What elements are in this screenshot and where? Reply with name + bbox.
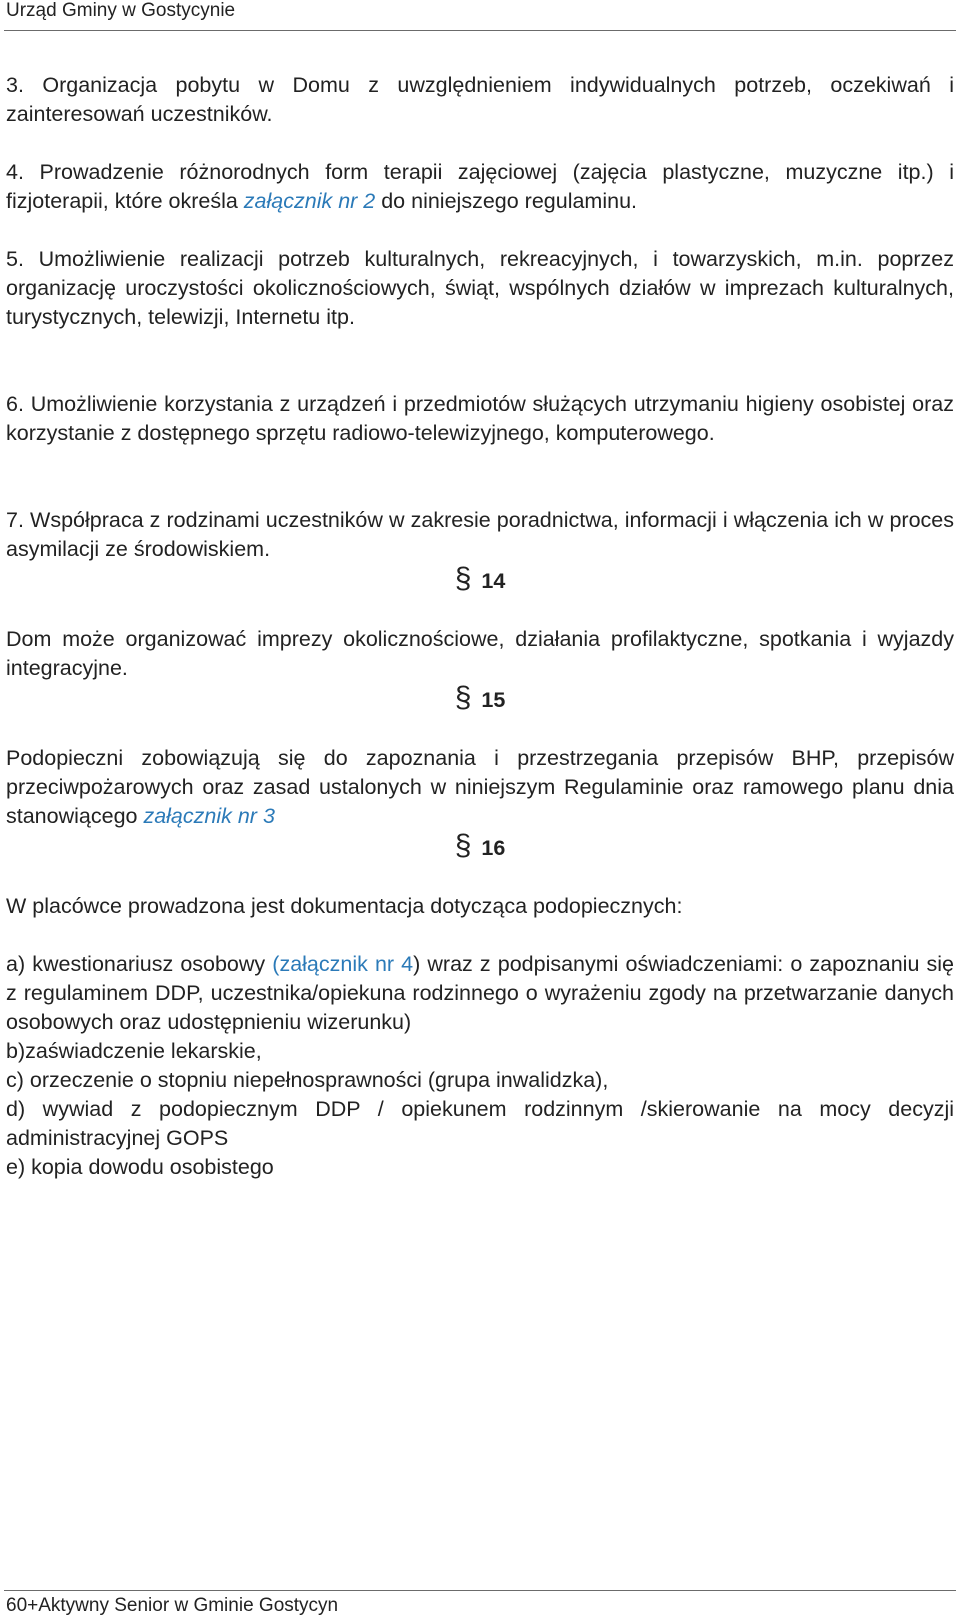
section-14-number: 14: [481, 569, 506, 593]
document-body: [6, 71, 954, 1182]
header-title: Urząd Gminy w Gostycynie: [6, 0, 236, 21]
page-header: [4, 0, 956, 31]
list-item-a-start: a) kwestionariusz osobowy: [6, 952, 273, 976]
section-14-text: Dom może organizować imprezy okolicznościowe, działania profilaktyczne, spotkania i wyjazdy integracyjne.: [6, 627, 954, 680]
attachment-2-link[interactable]: załącznik nr 2: [243, 189, 376, 213]
section-14-heading: [6, 564, 954, 596]
footer-title: 60+Aktywny Senior w Gminie Gostycyn: [6, 1595, 339, 1616]
section-15-text-body: Podopieczni zobowiązują się do zapoznania i przestrzegania przepisów BHP, przepisów przeciwpożarowych oraz zasad ustalonych w niniejszym Regulaminie oraz ramowego planu dnia stanowiącego: [6, 746, 954, 828]
section-symbol: §: [454, 681, 472, 714]
section-symbol: §: [454, 562, 472, 595]
list-item-a: [6, 950, 954, 1037]
attachment-4-link[interactable]: (załącznik nr 4: [272, 952, 414, 976]
section-symbol: §: [454, 829, 472, 862]
section-16-heading: [6, 831, 954, 863]
attachment-3-link[interactable]: załącznik nr 3: [143, 804, 275, 828]
section-15-text: [6, 744, 954, 831]
item-4: [6, 158, 954, 216]
list-item-c: c) orzeczenie o stopniu niepełnosprawności (grupa inwalidzka),: [6, 1068, 609, 1092]
item-3: 3. Organizacja pobytu w Domu z uwzględnieniem indywidualnych potrzeb, oczekiwań i zainteresowań uczestników.: [6, 73, 954, 126]
section-16-number: 16: [481, 836, 506, 860]
section-16-intro: W placówce prowadzona jest dokumentacja dotycząca podopiecznych:: [6, 894, 683, 918]
item-4-text-end: do niniejszego regulaminu.: [375, 189, 637, 213]
item-6: 6. Umożliwienie korzystania z urządzeń i przedmiotów służących utrzymaniu higieny osobistej oraz korzystanie z dostępnego sprzętu radiowo-telewizyjnego, komputerowego.: [6, 392, 954, 445]
list-item-b: b)zaświadczenie lekarskie,: [6, 1039, 262, 1063]
item-5: 5. Umożliwienie realizacji potrzeb kulturalnych, rekreacyjnych, i towarzyskich, m.in. poprzez organizację uroczystości okolicznościowych, świąt, wspólnych działów w imprezach kulturalnych, turystycznych, telewizji, Internetu itp.: [6, 247, 954, 329]
page-footer: [4, 1590, 956, 1618]
section-15-heading: [6, 683, 954, 715]
list-item-d: d) wywiad z podopiecznym DDP / opiekunem rodzinnym /skierowanie na mocy decyzji administracyjnej GOPS: [6, 1097, 954, 1150]
list-item-e: e) kopia dowodu osobistego: [6, 1155, 274, 1179]
section-15-number: 15: [481, 688, 506, 712]
item-4-text-start: 4. Prowadzenie różnorodnych form terapii zajęciowej (zajęcia plastyczne, muzyczne itp.) i fizjoterapii, które określa: [6, 160, 954, 213]
item-7: 7. Współpraca z rodzinami uczestników w zakresie poradnictwa, informacji i włączenia ich w proces asymilacji ze środowiskiem.: [6, 508, 954, 561]
list-item-a-end: ) wraz z podpisanymi oświadczeniami: o zapoznaniu się z regulaminem DDP, uczestnika/opiekuna rodzinnego o wyrażeniu zgody na przetwarzanie danych osobowych oraz udostępnieniu wizerunku): [6, 952, 954, 1034]
